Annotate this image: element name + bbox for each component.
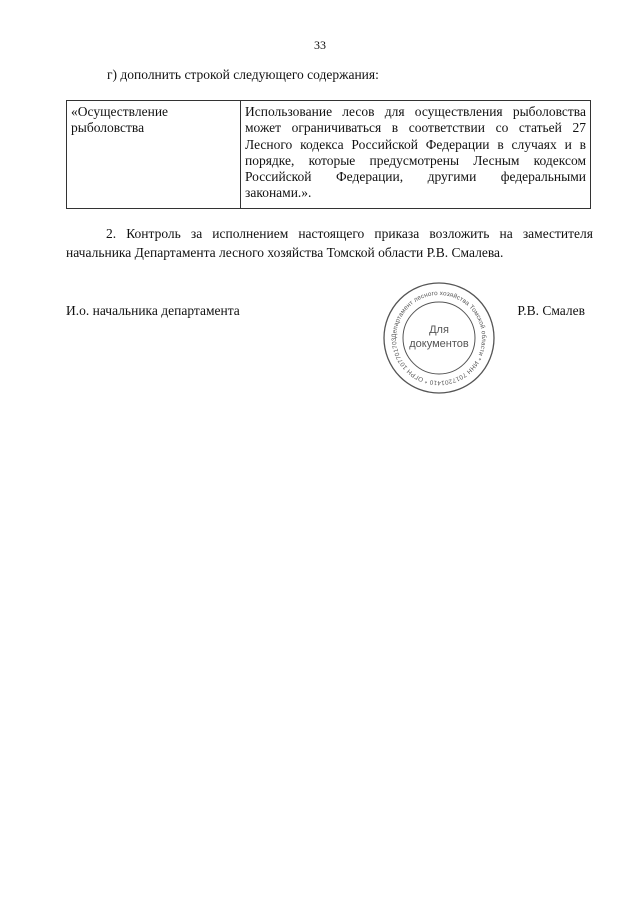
table-cell-description: Использование лесов для осуществления рыболовства может ограничиваться в соответствии со статьей 27 Лесного кодекса Российской Федерации в случаях и в порядке, которые предусмотрены Лесным кодексом Российской Федерации, другими федеральными законами.». (241, 101, 591, 209)
signatory-position: И.о. начальника департамента (66, 303, 240, 318)
page-number: 33 (314, 38, 326, 52)
stamp-text-line2: документов (409, 338, 469, 350)
paragraph-control: 2. Контроль за исполнением настоящего приказа возложить на заместителя начальника Департамента лесного хозяйства Томской области Р.В. Смалева. (66, 226, 593, 260)
official-stamp (382, 281, 496, 395)
stamp-text-line1: Для (429, 324, 449, 336)
stamp-ring-text: Департамент лесного хозяйства Томской области * ИНН 7017201410 * ОГРН 107701703 (390, 289, 488, 387)
signatory-name: Р.В. Смалев (517, 303, 585, 318)
table-cell-subject: «Осуществление рыболовства (67, 101, 241, 209)
table-row (67, 101, 591, 209)
amendment-table (66, 100, 591, 209)
intro-line: г) дополнить строкой следующего содержания: (107, 67, 379, 82)
